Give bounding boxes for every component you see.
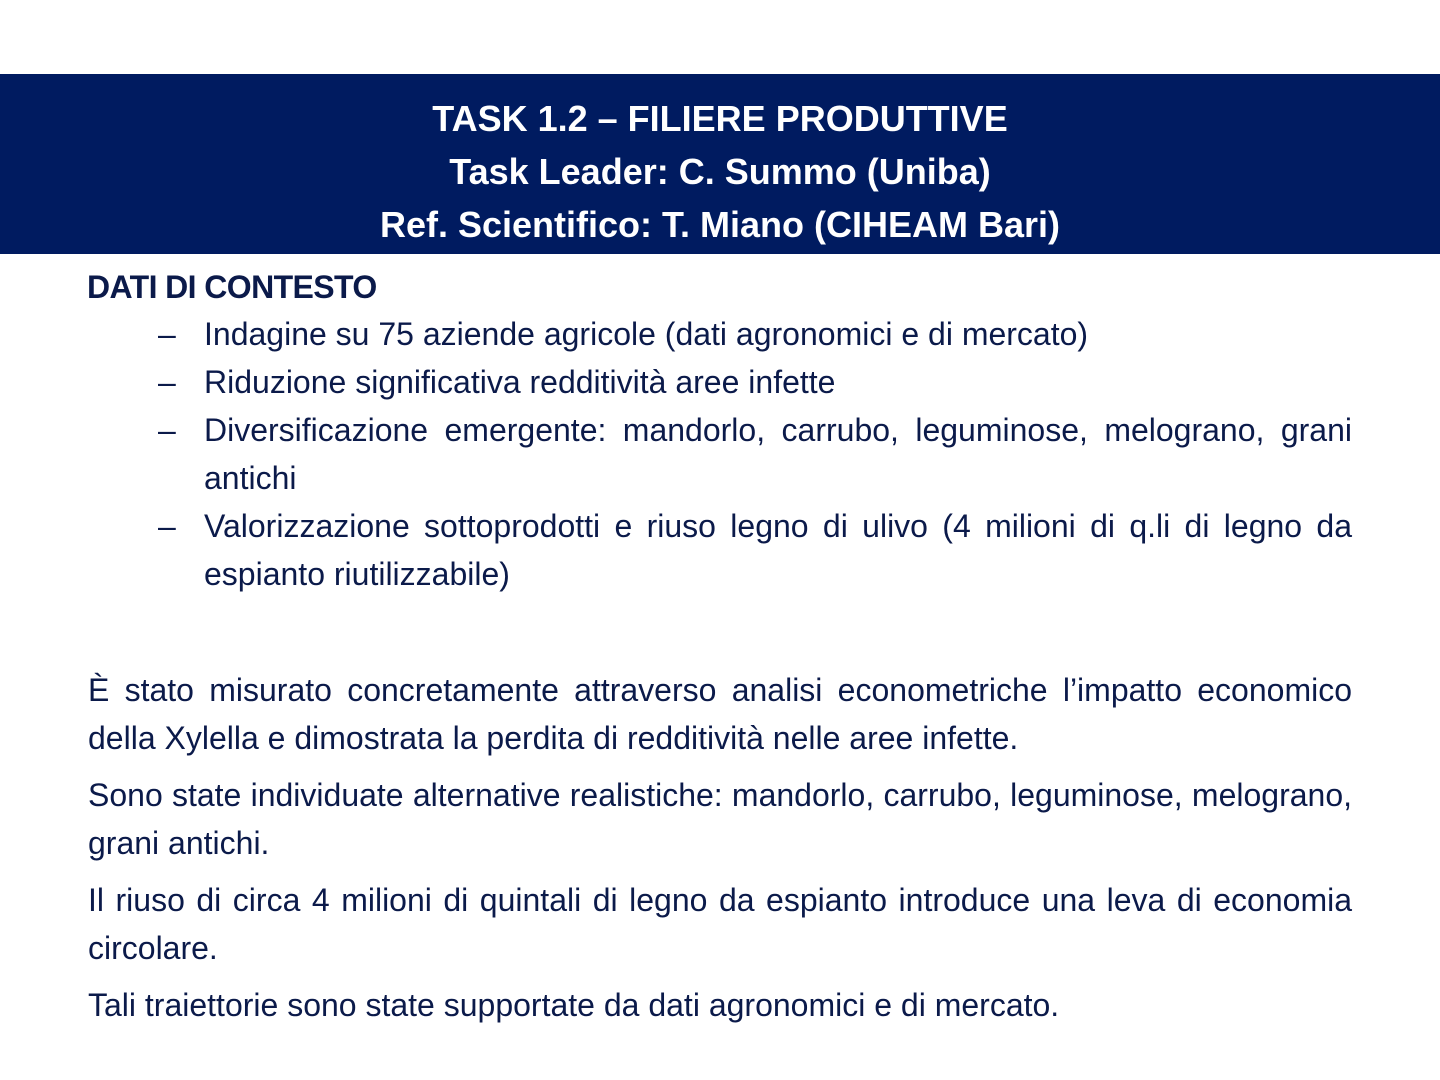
paragraph-supporting-data: Tali traiettorie sono state supportate da dati agronomici e di mercato.: [88, 987, 1060, 1023]
context-bullet-list: [158, 310, 1352, 598]
task-title: TASK 1.2 – FILIERE PRODUTTIVE: [432, 98, 1008, 139]
summary-paragraphs: [88, 666, 1352, 1038]
dash-bullet-icon: –: [158, 316, 176, 352]
paragraph-circular-economy: Il riuso di circa 4 milioni di quintali di legno da espianto introduce una leva di economia circolare.: [88, 882, 1352, 966]
bullet-text: Valorizzazione sottoprodotti e riuso legno di ulivo (4 milioni di q.li di legno da espianto riutilizzabile): [204, 508, 1352, 592]
dash-bullet-icon: –: [158, 508, 176, 544]
paragraph-econometric-impact: È stato misurato concretamente attraverso analisi econometriche l’impatto economico della Xylella e dimostrata la perdita di redditività nelle aree infette.: [88, 672, 1352, 756]
section-heading: DATI DI CONTESTO: [87, 269, 377, 305]
bullet-text: Indagine su 75 aziende agricole (dati agronomici e di mercato): [204, 316, 1089, 352]
task-leader: Task Leader: C. Summo (Uniba): [449, 151, 991, 192]
scientific-reference: Ref. Scientifico: T. Miano (CIHEAM Bari): [379, 204, 1061, 245]
paragraph-alternatives: Sono state individuate alternative realistiche: mandorlo, carrubo, leguminose, melograno, grani antichi.: [88, 777, 1352, 861]
bullet-item-profitability: [158, 358, 1352, 406]
bullet-text: Riduzione significativa redditività aree infette: [204, 364, 836, 400]
title-banner: [0, 74, 1440, 254]
dash-bullet-icon: –: [158, 412, 176, 448]
bullet-item-diversification: [158, 406, 1352, 502]
bullet-item-byproducts: [158, 502, 1352, 598]
dash-bullet-icon: –: [158, 364, 176, 400]
bullet-item-survey: [158, 310, 1352, 358]
title-block: [0, 92, 1440, 251]
bullet-text: Diversificazione emergente: mandorlo, carrubo, leguminose, melograno, grani antichi: [204, 412, 1352, 496]
